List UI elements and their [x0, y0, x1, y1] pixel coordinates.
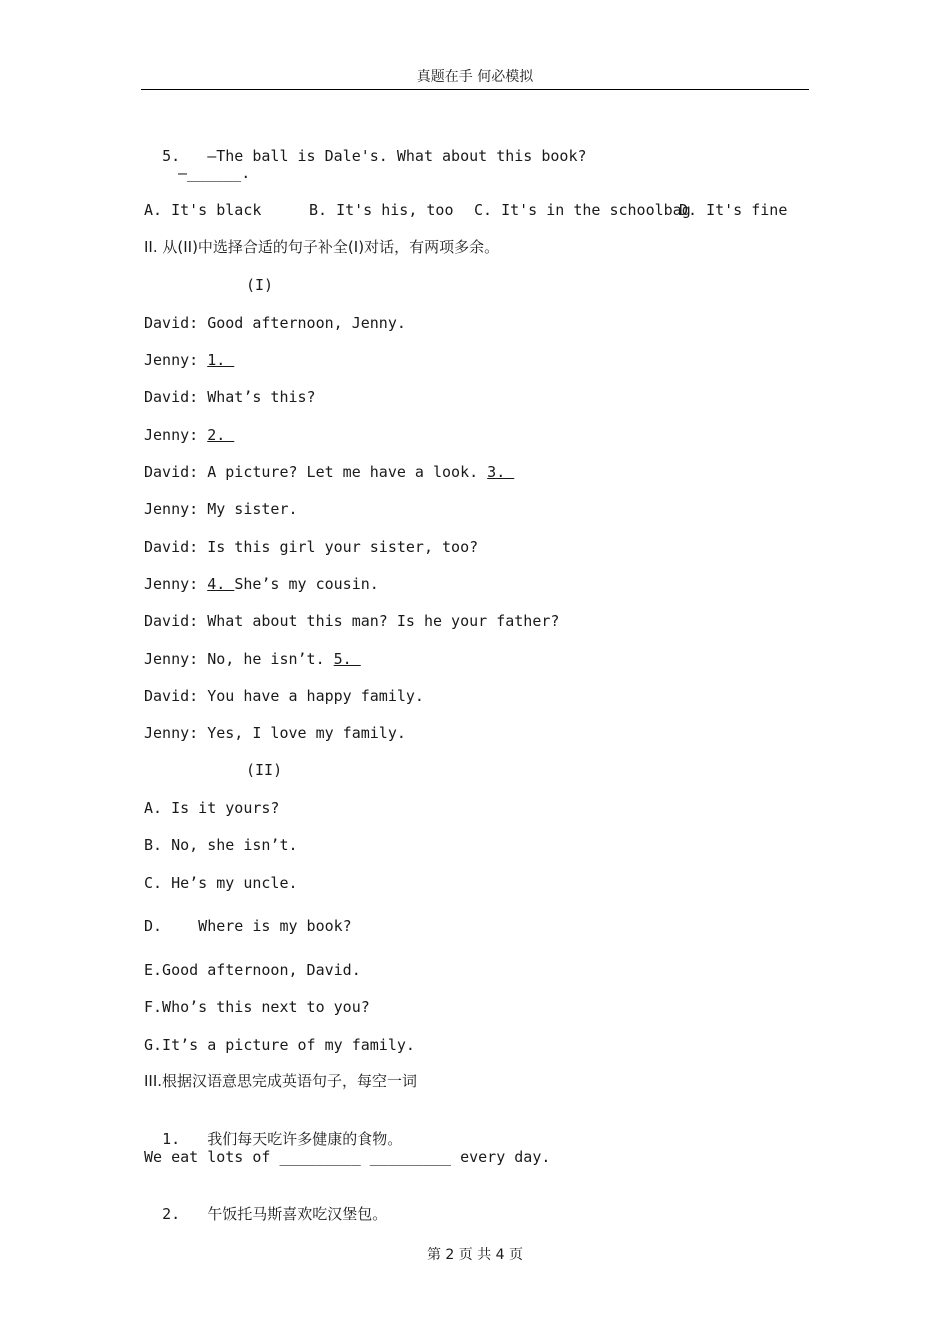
- q5-answer-blank: —______.: [178, 164, 251, 182]
- q5-option-c: C. It's in the schoolbag: [474, 201, 691, 219]
- blank-1: 1.: [207, 351, 235, 369]
- item-chinese: 午饭托马斯喜欢吃汉堡包。: [207, 1205, 388, 1223]
- q5-question-text: —The ball is Dale's. What about this book?: [207, 147, 587, 165]
- q5-option-a: A. It's black: [144, 201, 262, 219]
- item-chinese: 我们每天吃许多健康的食物。: [207, 1130, 403, 1148]
- blank-3: 3.: [487, 463, 515, 481]
- dialogue-line: Jenny: Yes, I love my family.: [144, 724, 406, 742]
- section3-heading: III.根据汉语意思完成英语句子，每空一词: [144, 1072, 418, 1090]
- section2-part1-label: (I): [246, 276, 274, 294]
- option-item: D. Where is my book?: [144, 917, 352, 935]
- page-header-title: 真题在手 何必模拟: [416, 69, 534, 85]
- header-divider: [141, 89, 809, 90]
- option-item: B. No, she isn’t.: [144, 836, 298, 854]
- dialogue-line: David: What’s this?: [144, 388, 316, 406]
- dialogue-line: Jenny: 2.: [144, 426, 235, 444]
- section3-item-1: [144, 1109, 402, 1149]
- q5-option-d: D. It's fine: [679, 201, 788, 219]
- dialogue-line: Jenny: My sister.: [144, 500, 298, 518]
- q5-number: 5.: [162, 147, 181, 165]
- option-item: A. Is it yours?: [144, 799, 280, 817]
- dialogue-line: David: You have a happy family.: [144, 687, 424, 705]
- section3-item-2: [144, 1184, 387, 1224]
- page-footer: 第 2 页 共 4 页: [426, 1247, 524, 1263]
- item-number: 1.: [162, 1130, 181, 1148]
- option-item: F.Who’s this next to you?: [144, 998, 370, 1016]
- dialogue-line: Jenny: No, he isn’t. 5.: [144, 650, 361, 668]
- dialogue-line: David: Is this girl your sister, too?: [144, 538, 479, 556]
- section2-part2-label: (II): [246, 761, 283, 779]
- option-item: C. He’s my uncle.: [144, 874, 298, 892]
- section2-heading: II. 从(II)中选择合适的句子补全(I)对话，有两项多余。: [144, 238, 500, 256]
- item-number: 2.: [162, 1205, 181, 1223]
- blank-5: 5.: [333, 650, 361, 668]
- option-item: E.Good afternoon, David.: [144, 961, 361, 979]
- dialogue-line: Jenny: 1.: [144, 351, 235, 369]
- section3-item-1-english: We eat lots of _________ _________ every day.: [144, 1148, 551, 1166]
- q5-option-b: B. It's his, too: [309, 201, 454, 219]
- q5-question-line: [144, 126, 587, 166]
- option-item: G.It’s a picture of my family.: [144, 1036, 415, 1054]
- dialogue-line: David: Good afternoon, Jenny.: [144, 314, 406, 332]
- dialogue-line: David: What about this man? Is he your father?: [144, 612, 560, 630]
- dialogue-line: Jenny: 4. She’s my cousin.: [144, 575, 379, 593]
- dialogue-line: David: A picture? Let me have a look. 3.: [144, 463, 515, 481]
- blank-2: 2.: [207, 426, 235, 444]
- blank-4: 4.: [207, 575, 235, 593]
